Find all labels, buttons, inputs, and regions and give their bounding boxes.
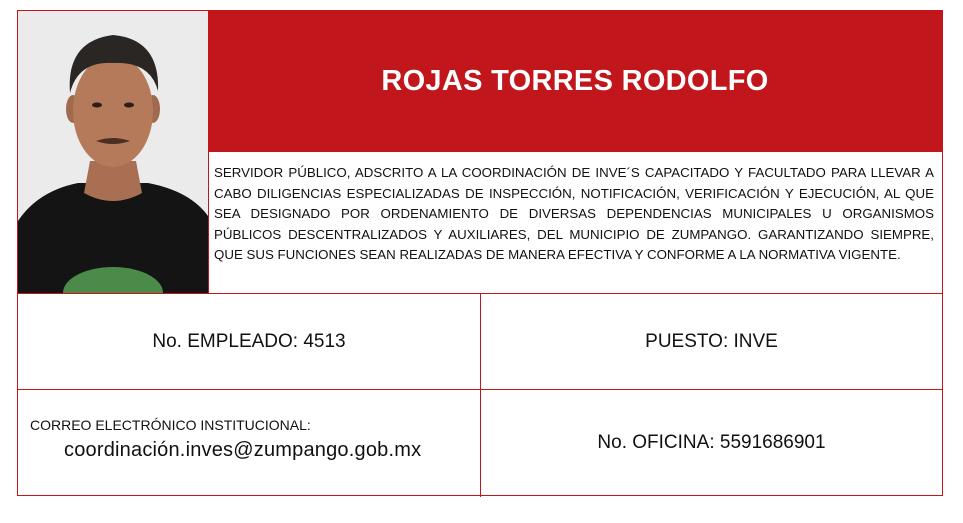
- employee-number: No. EMPLEADO: 4513: [152, 330, 346, 352]
- position-cell: [481, 294, 942, 389]
- employee-photo: [18, 11, 209, 293]
- name-banner: [208, 11, 942, 152]
- email-cell: [18, 390, 480, 496]
- institutional-email[interactable]: coordinación.inves@zumpango.gob.mx: [64, 439, 422, 461]
- office-phone-cell: [481, 390, 942, 496]
- employee-description: SERVIDOR PÚBLICO, ADSCRITO A LA COORDINACIÓN DE INVE´S CAPACITADO Y FACULTADO PARA LLEVAR A CABO DILIGENCIAS ESPECIALIZADAS DE INSPECCIÓN, NOTIFICACIÓN, VERIFICACIÓN Y EJECUCIÓN, AL QUE SEA DESIGNADO POR ORDENAMIENTO DE DIVERSAS DEPENDENCIAS MUNICIPALES U ORGANISMOS PÚBLICOS DESCENTRALIZADOS Y AUXILIARES, DEL MUNICIPIO DE ZUMPANGO. GARANTIZANDO SIEMPRE, QUE SUS FUNCIONES SEAN REALIZADAS DE MANERA EFECTIVA Y CONFORME A LA NORMATIVA VIGENTE.: [214, 165, 934, 262]
- email-label: CORREO ELECTRÓNICO INSTITUCIONAL:: [30, 417, 311, 433]
- position: PUESTO: INVE: [645, 330, 778, 352]
- employee-number-cell: [18, 294, 480, 389]
- employee-name: ROJAS TORRES RODOLFO: [381, 65, 769, 97]
- employee-card: [17, 10, 943, 496]
- portrait-image: [18, 11, 208, 293]
- office-phone[interactable]: No. OFICINA: 5591686901: [597, 432, 826, 453]
